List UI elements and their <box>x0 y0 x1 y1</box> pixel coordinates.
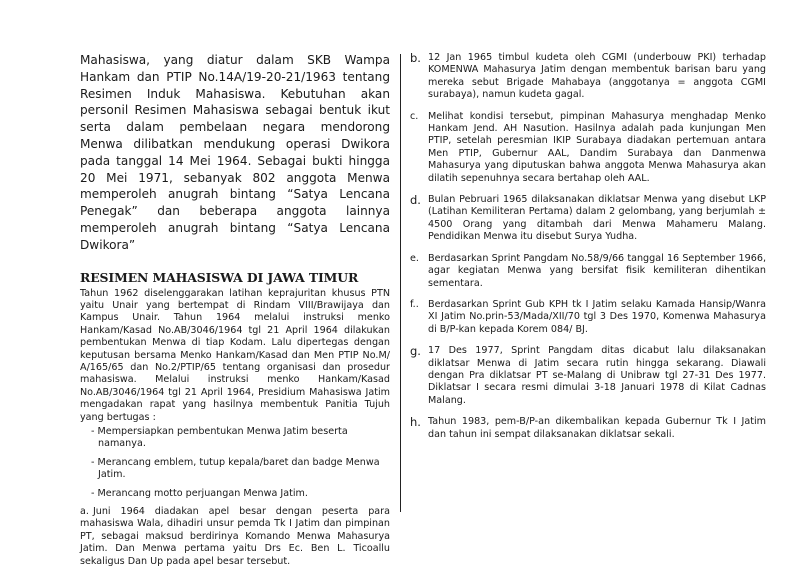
item-letter: d. <box>410 193 421 208</box>
item-text: 12 Jan 1965 timbul kudeta oleh CGMI (underbouw PKI) terhadap KOMENWA Mahasurya Jatim dengan membentuk barisan baru yang mereka sebut Brigade Mahabaya (anggotanya = anggota CGMI surabaya), namun kudeta gagal. <box>428 52 766 101</box>
item-text: 17 Des 1977, Sprint Pangdam ditas dicabut lalu dilaksanakan diklatsar Menwa di Jatim secara rutin hingga sekarang. Diawali dengan Pra diklatsar PT se-Malang di Unibraw tgl 27-31 Des 1977. Diklatsar I secara resmi dimulai 3-18 Januari 1978 di Kilat Cadnas Malang. <box>428 345 766 406</box>
item-text: Tahun 1983, pem-B/P-an dikembalikan kepada Gubernur Tk I Jatim dan tahun ini sempat dilaksanakan diklatsar sekali. <box>428 416 766 440</box>
section-heading: RESIMEN MAHASISWA DI JAWA TIMUR <box>80 269 359 285</box>
body-paragraph: Tahun 1962 diselenggarakan latihan keprajuritan khusus PTN yaitu Unair yang bertempat di Rindam VIII/Brawijaya dan Kampus Unair. Tahun 1964 melalui instruksi menko Hankam/Kasad No.AB/3046/1964 tgl 21 April 1964 dilakukan pembentukan Menwa di tiap Kodam. Lalu dipertegas dengan keputusan bersama Menko Hankam/Kasad dan Men PTIP No.M/ A/165/65 dan No.2/PTIP/65 tentang organisasi dan prosedur mahasiswa. Melalui instruksi menko Hankam/Kasad No.AB/3046/1964 tgl 21 April 1964, Presidium Mahasiswa Jatim mengadakan rapat yang hasilnya membentuk Panitia Tujuh yang bertugas : <box>80 287 390 423</box>
list-item <box>410 194 766 244</box>
item-letter: e. <box>410 252 419 264</box>
item-text: Berdasarkan Sprint Gub KPH tk I Jatim selaku Kamada Hansip/Wanra XI Jatim No.prin-53/Mada/XII/70 tgl 3 Des 1970, Komenwa Mahasurya di B/P-kan kepada Korem 084/ BJ. <box>428 298 766 335</box>
item-letter: c. <box>410 110 419 122</box>
item-letter: h. <box>410 415 421 430</box>
task-list <box>80 426 390 500</box>
intro-paragraph: Mahasiswa, yang diatur dalam SKB Wampa Hankam dan PTIP No.14A/19-20-21/1963 tentang Resimen Induk Mahasiswa. Kebutuhan akan personil Resimen Mahasiswa sebagai bentuk ikut serta dalam pembelaan negara mendorong Menwa dilibatkan mendukung operasi Dwikora pada tanggal 14 Mei 1964. Sebagai bukti hingga 20 Mei 1971, sebanyak 802 anggota Menwa memperoleh anugrah bintang “Satya Lencana Penegak” dan beberapa anggota lainnya memperoleh anugrah bintang “Satya Lencana Dwikora” <box>80 53 390 252</box>
paragraph-a-text: Juni 1964 diadakan apel besar dengan peserta para mahasiswa Wala, dihadiri unsur pemda Tk I Jatim dan pimpinan PT, sebagai maksud berdirinya Komando Menwa Mahasurya Jatim. Dan Menwa pertama yaitu Drs Ec. Ben L. Ticoallu sekaligus Dan Up pada apel besar tersebut. <box>80 506 390 567</box>
column-divider <box>400 54 401 512</box>
list-item <box>410 416 766 441</box>
item-text: Berdasarkan Sprint Pangdam No.58/9/66 tanggal 16 September 1966, agar kegiatan Menwa yang bersifat fisik kemiliteran dihentikan sementara. <box>428 252 766 289</box>
list-item <box>410 52 766 102</box>
list-item <box>410 253 766 290</box>
task-list-item: - Merancang motto perjuangan Menwa Jatim. <box>91 487 308 499</box>
list-item <box>410 299 766 336</box>
task-list-item: - Mempersiapkan pembentukan Menwa Jatim beserta namanya. <box>91 426 348 450</box>
paragraph-a-label: a. <box>80 506 89 518</box>
item-text: Melihat kondisi tersebut, pimpinan Mahasurya menghadap Menko Hankam Jend. AH Nasution. Hasilnya adalah pada kunjungan Men PTIP, setelah peresmian IKIP Surabaya diadakan pertemuan antara Men PTIP, Gubernur AAL, Dandim Surabaya dan Danmenwa Mahasurya yang diputuskan bahwa anggota Menwa Mahasurya akan dilatih sepenuhnya secara bertahap oleh AAL. <box>428 110 766 184</box>
list-item <box>410 111 766 185</box>
paragraph-a <box>80 506 390 568</box>
list-item <box>410 345 766 407</box>
item-letter: f.. <box>410 298 419 310</box>
right-column <box>410 52 766 450</box>
item-text: Bulan Pebruari 1965 dilaksanakan diklatsar Menwa yang disebut LKP (Latihan Kemiliteran Pertama) dalam 2 gelombang, yang berjumlah ± 4500 Orang yang ditambah dari Menwa Mahameru Malang. Pendidikan Menwa itu disebut Surya Yudha. <box>428 194 766 243</box>
item-letter: b. <box>410 51 421 65</box>
left-column <box>80 52 390 568</box>
item-letter: g. <box>410 344 421 359</box>
task-list-item: - Merancang emblem, tutup kepala/baret dan badge Menwa Jatim. <box>91 456 380 481</box>
